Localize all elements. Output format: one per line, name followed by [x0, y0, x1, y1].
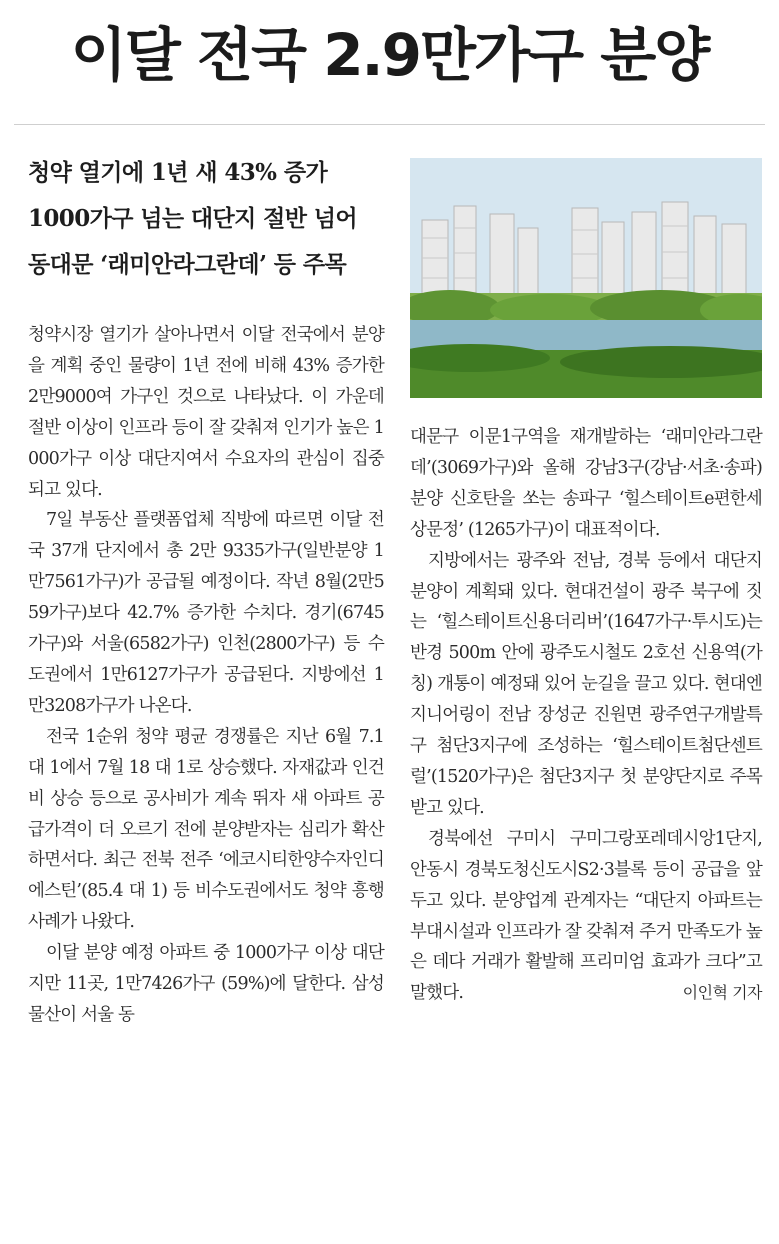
subheadline-1: 청약 열기에 1년 새 43% 증가: [28, 159, 328, 186]
subheadline-3: 동대문 ‘래미안라그란데’ 등 주목: [28, 251, 347, 278]
headline: 이달 전국 2.9만가구 분양: [70, 21, 709, 89]
apartment-rendering-icon: [410, 158, 762, 398]
byline: 이인혁 기자: [682, 983, 762, 1003]
left-column: [28, 150, 384, 1031]
subheadline-2: 1000가구 넘는 대단지 절반 넘어: [28, 205, 358, 232]
article-body-right: [410, 422, 762, 1009]
apartment-photo: [410, 158, 762, 398]
subheadline-block: [28, 150, 384, 288]
paragraph: 지방에서는 광주와 전남, 경북 등에서 대단지 분양이 계획돼 있다. 현대건설이 광주 북구에 짓는 ‘힐스테이트신용더리버’(1647가구·투시도)는 반경 500m 안에 광주도시철도 2호선 신용역(가칭) 개통이 예정돼 있어 눈길을 끌고 있다. 현대엔지니어링이 전남 장성군 진원면 광주연구개발특구 첨단3지구에 조성하는 ‘힐스테이트첨단센트럴’(1520가구)은 첨단3지구 첫 분양단지로 주목받고 있다.: [410, 550, 762, 818]
headline-divider: [14, 124, 765, 125]
article-body-left: [28, 320, 384, 1031]
paragraph: 전국 1순위 청약 평균 경쟁률은 지난 6월 7.1 대 1에서 7월 18 대 1로 상승했다. 자재값과 인건비 상승 등으로 공사비가 계속 뛰자 새 아파트 공급가격이 더 오르기 전에 분양받자는 심리가 확산하면서다. 최근 전북 전주 ‘에코시티한양수자인디에스틴’(85.4 대 1) 등 비수도권에서도 청약 흥행 사례가 나왔다.: [28, 726, 384, 933]
paragraph: 청약시장 열기가 살아나면서 이달 전국에서 분양을 계획 중인 물량이 1년 전에 비해 43% 증가한 2만9000여 가구인 것으로 나타났다. 이 가운데 절반 이상이 인프라 등이 잘 갖춰져 인기가 높은 1000가구 이상 대단지여서 수요자의 관심이 집중되고 있다.: [28, 325, 384, 500]
paragraph-text: 경북에선 구미시 구미그랑포레데시앙1단지, 안동시 경북도청신도시S2·3블록 등이 공급을 앞두고 있다. 분양업계 관계자는 “대단지 아파트는 부대시설과 인프라가 잘 갖춰져 주거 만족도가 높은 데다 거래가 활발해 프리미엄 효과가 크다”고 말했다.: [410, 828, 762, 1004]
paragraph: [410, 824, 762, 1009]
paragraph: 7일 부동산 플랫폼업체 직방에 따르면 이달 전국 37개 단지에서 총 2만 9335가구(일반분양 1만7561가구)가 공급될 예정이다. 작년 8월(2만559가구)보다 42.7% 증가한 수치다. 경기(6745가구)와 서울(6582가구) 인천(2800가구) 등 수도권에서 1만6127가구가 공급된다. 지방에선 1만3208가구가 나온다.: [28, 510, 384, 716]
paragraph: 대문구 이문1구역을 재개발하는 ‘래미안라그란데’(3069가구)와 올해 강남3구(강남·서초·송파) 분양 신호탄을 쏘는 송파구 ‘힐스테이트e편한세상문정’ (1265가구)이 대표적이다.: [410, 427, 762, 540]
right-column: [410, 158, 762, 1009]
paragraph: 이달 분양 예정 아파트 중 1000가구 이상 대단지만 11곳, 1만7426가구 (59%)에 달한다. 삼성물산이 서울 동: [28, 943, 384, 1025]
